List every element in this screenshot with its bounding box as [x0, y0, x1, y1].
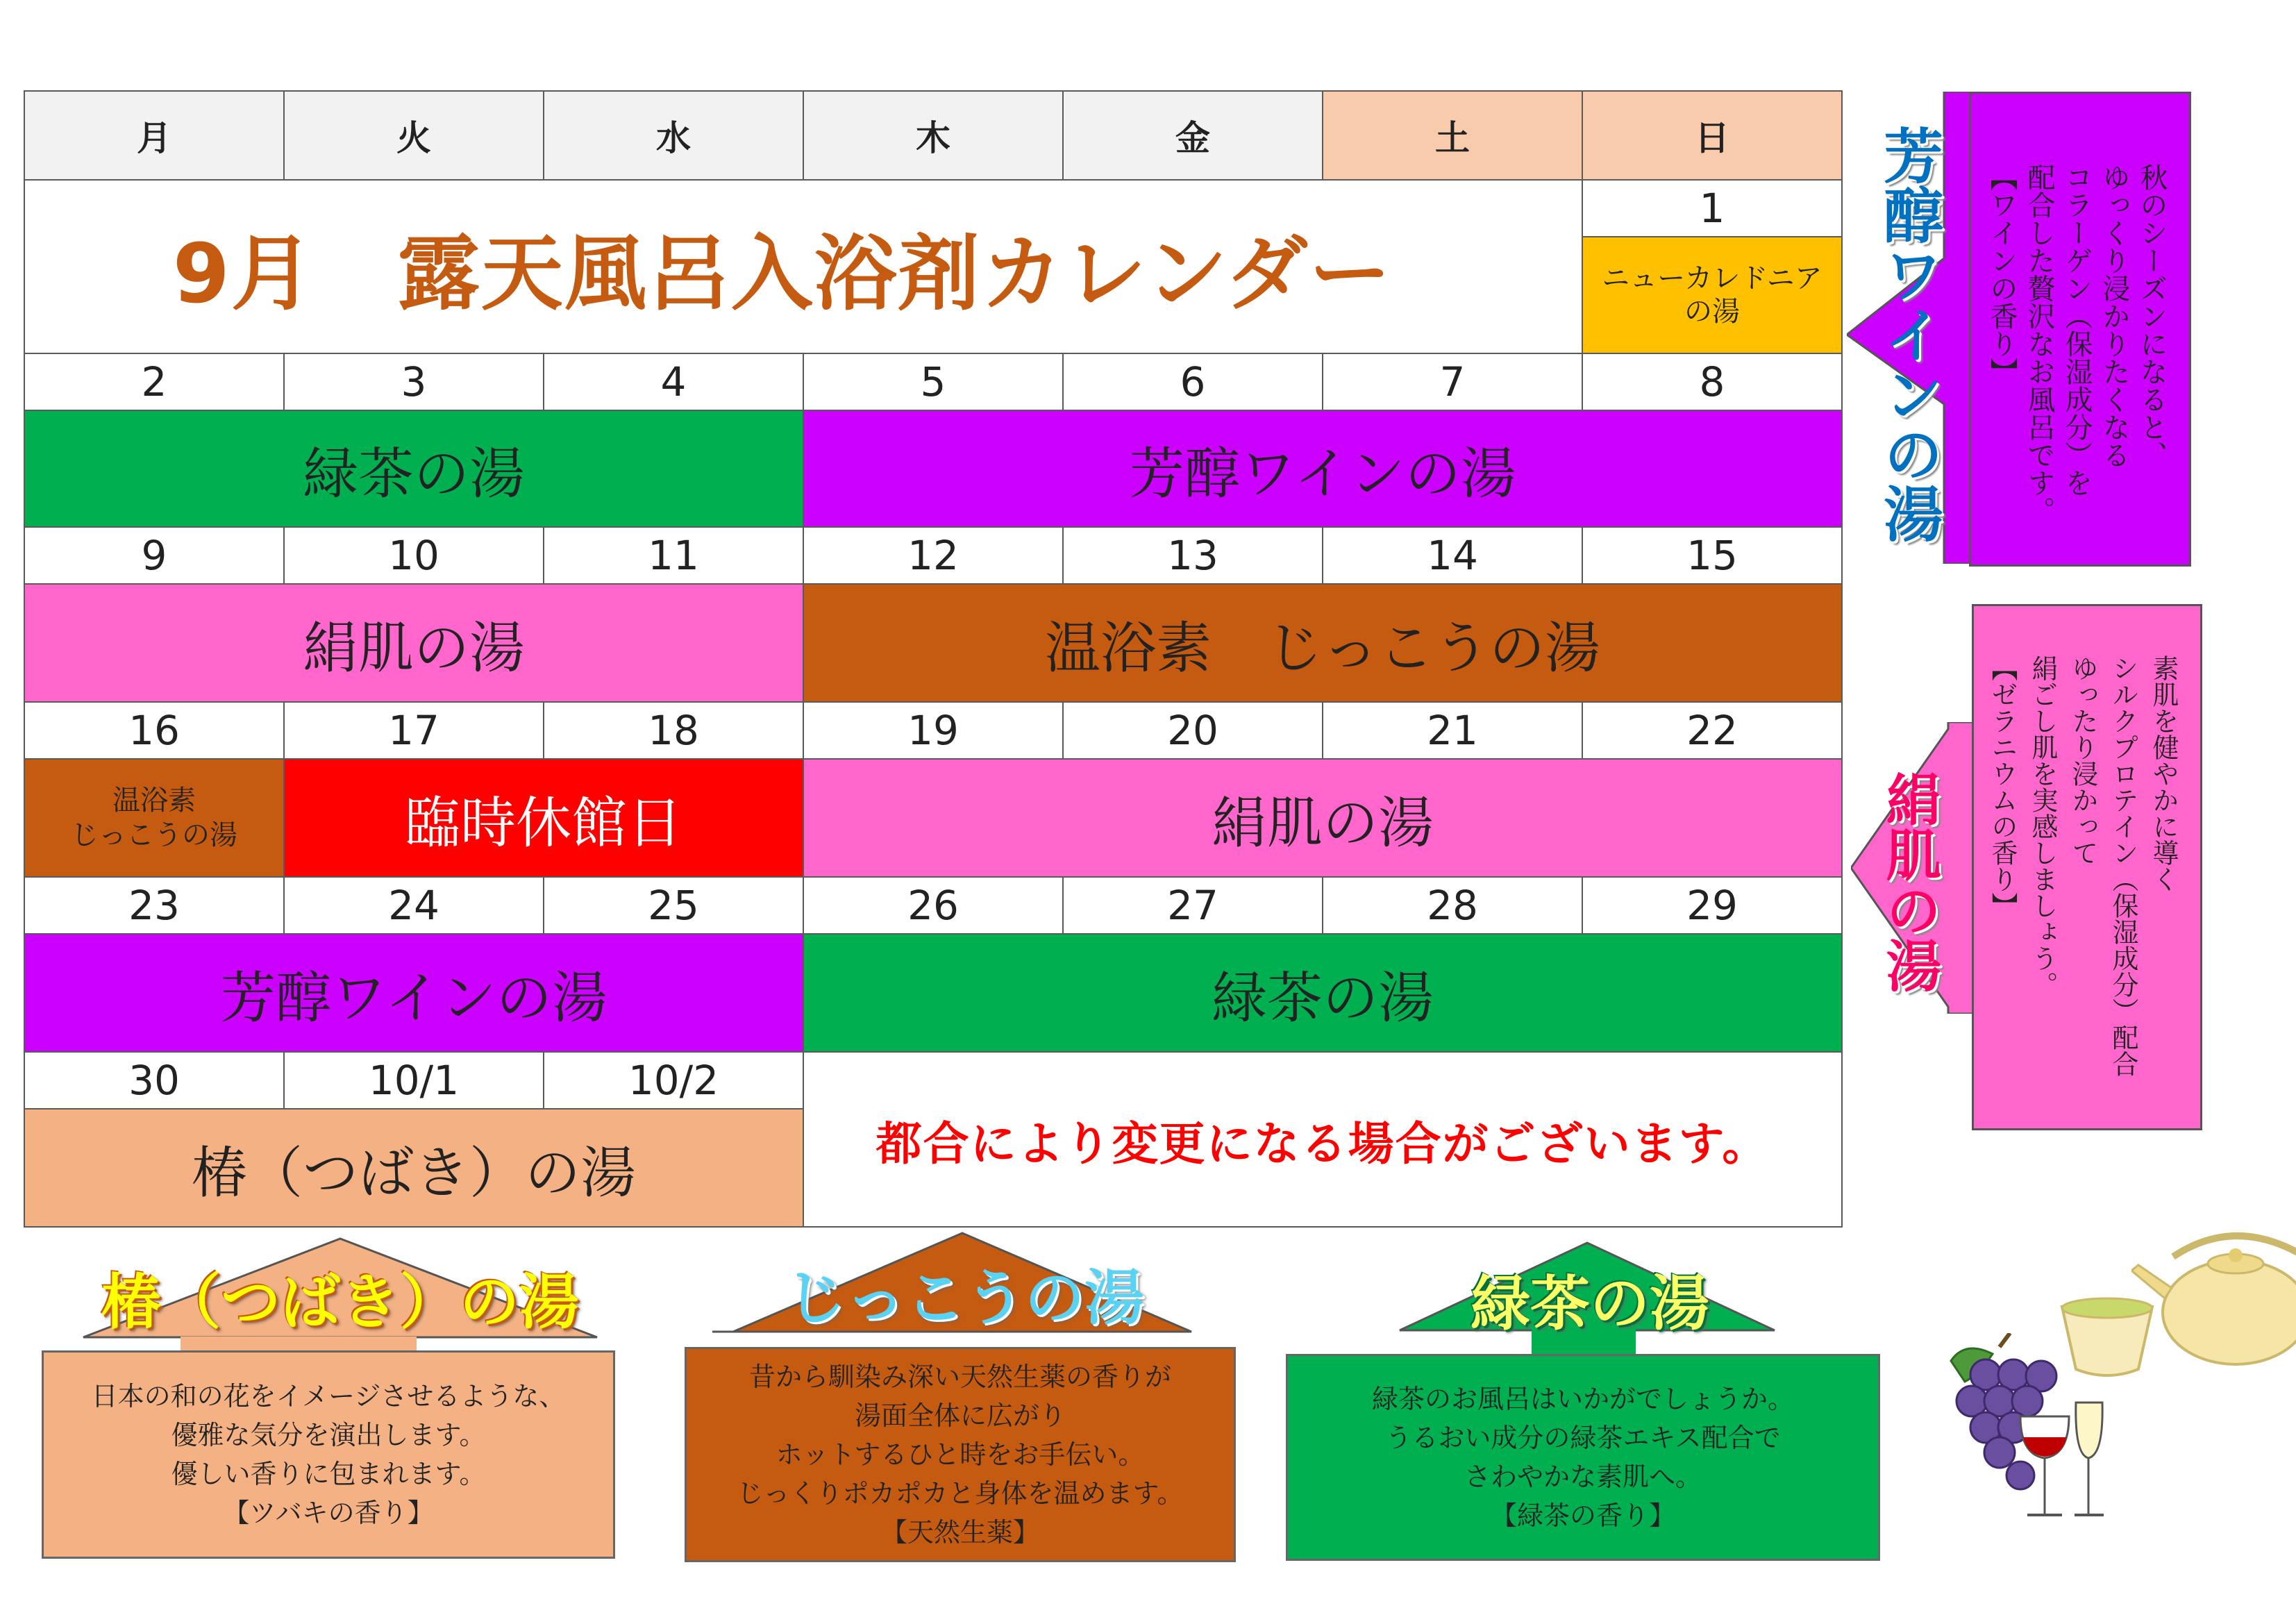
- jikkou-line-1: 昔から馴染み深い天然生薬の香りが: [748, 1362, 1171, 1392]
- silk-line-4: 絹ごし肌を実感しましょう。: [2027, 655, 2058, 998]
- day-4: 4: [543, 353, 804, 411]
- jikkou-heading: じっこうの湯: [786, 1264, 1144, 1333]
- weekday-fri: 金: [1062, 90, 1323, 181]
- day-9: 9: [24, 526, 285, 585]
- wine-glass-icon: [2006, 1389, 2111, 1527]
- day-oct-2: 10/2: [543, 1051, 804, 1110]
- wine-line-1: 秋のシーズンになると、: [2136, 163, 2168, 469]
- wine-line-2: ゆっくり浸かりたくなる: [2098, 163, 2130, 469]
- notice-text: 都合により変更になる場合がございます。: [875, 1116, 1770, 1171]
- day-2: 2: [24, 353, 285, 411]
- day-1: 1: [1582, 179, 1843, 237]
- day-10: 10: [283, 526, 544, 585]
- wine-line-4: 配合した贅沢なお風呂です。: [2023, 163, 2055, 524]
- day-12: 12: [803, 526, 1064, 585]
- jikkou-line-4: じっくりポカポカと身体を温めます。: [737, 1478, 1184, 1509]
- silk-line-3: ゆったり浸かって: [2068, 655, 2098, 866]
- jikkou-description-box: [685, 1347, 1236, 1562]
- tsubaki-description-box: [42, 1350, 615, 1559]
- weekday-mon: 月: [24, 90, 285, 181]
- ryokucha-line-4: 【緑茶の香り】: [1490, 1500, 1675, 1531]
- day-24: 24: [283, 876, 544, 935]
- bath-newcaledonia: ニューカレドニア の湯: [1582, 236, 1843, 354]
- bath-band-wine-2: 芳醇ワインの湯: [24, 933, 804, 1053]
- day-25: 25: [543, 876, 804, 935]
- day-16: 16: [24, 701, 285, 760]
- day-7: 7: [1322, 353, 1583, 411]
- tsubaki-line-4: 【ツバキの香り】: [223, 1498, 434, 1528]
- bath-band-wine: 芳醇ワインの湯: [803, 410, 1843, 528]
- day-13: 13: [1062, 526, 1323, 585]
- weekday-sat: 土: [1322, 90, 1583, 181]
- wine-description-box: [1969, 92, 2191, 567]
- silk-line-1: 素肌を健やかに導く: [2148, 655, 2179, 892]
- notice-cell: [803, 1051, 1843, 1228]
- silk-heading: 絹肌の湯: [1877, 771, 1941, 993]
- day-15: 15: [1582, 526, 1843, 585]
- day-14: 14: [1322, 526, 1583, 585]
- day-oct-1: 10/1: [283, 1051, 544, 1110]
- day-8: 8: [1582, 353, 1843, 411]
- day-22: 22: [1582, 701, 1843, 760]
- day-30: 30: [24, 1051, 285, 1110]
- tsubaki-line-3: 優しい香りに包まれます。: [171, 1459, 486, 1489]
- tsubaki-line-1: 日本の和の花をイメージさせるような、: [91, 1381, 566, 1412]
- jikkou-line-2: 湯面全体に広がり: [854, 1400, 1066, 1431]
- bath-band-silk: 絹肌の湯: [24, 583, 804, 703]
- title-cell: [24, 179, 1583, 354]
- day-11: 11: [543, 526, 804, 585]
- wine-line-3: コラーゲン（保湿成分）を: [2061, 163, 2093, 496]
- silk-line-2: シルクプロテイン（保湿成分）配合: [2108, 655, 2138, 1077]
- ryokucha-description-box: [1286, 1354, 1880, 1561]
- silk-description-box: [1972, 604, 2202, 1130]
- day-17: 17: [283, 701, 544, 760]
- day-21: 21: [1322, 701, 1583, 760]
- day-19: 19: [803, 701, 1064, 760]
- ryokucha-line-1: 緑茶のお風呂はいかがでしょうか。: [1371, 1384, 1794, 1414]
- closed-day-band: 臨時休館日: [283, 758, 804, 878]
- ryokucha-line-2: うるおい成分の緑茶エキス配合で: [1385, 1423, 1781, 1453]
- day-6: 6: [1062, 353, 1323, 411]
- bath-band-green-tea-2: 緑茶の湯: [803, 933, 1843, 1053]
- weekday-tue: 火: [283, 90, 544, 181]
- silk-line-5: 【ゼラニウムの香り】: [1987, 655, 2018, 919]
- weekday-thu: 木: [803, 90, 1064, 181]
- day-20: 20: [1062, 701, 1323, 760]
- jikkou-line-5: 【天然生薬】: [880, 1517, 1039, 1548]
- bath-band-jikkou-small: 温浴素 じっこうの湯: [24, 758, 285, 878]
- ryokucha-line-3: さわやかな素肌へ。: [1464, 1462, 1702, 1492]
- day-26: 26: [803, 876, 1064, 935]
- wine-line-5: 【ワインの香り】: [1986, 163, 2018, 385]
- tsubaki-heading: 椿（つばき）の湯: [101, 1268, 579, 1337]
- day-3: 3: [283, 353, 544, 411]
- day-27: 27: [1062, 876, 1323, 935]
- wine-heading: 芳醇ワインの湯: [1873, 125, 1943, 543]
- bath-band-green-tea: 緑茶の湯: [24, 410, 804, 528]
- day-29: 29: [1582, 876, 1843, 935]
- bath-band-jikkou: 温浴素 じっこうの湯: [803, 583, 1843, 703]
- bath-band-tsubaki: 椿（つばき）の湯: [24, 1108, 804, 1228]
- bath-band-silk-2: 絹肌の湯: [803, 758, 1843, 878]
- day-28: 28: [1322, 876, 1583, 935]
- ryokucha-heading: 緑茶の湯: [1470, 1269, 1709, 1339]
- jikkou-line-3: ホットするひと時をお手伝い。: [776, 1439, 1145, 1470]
- day-23: 23: [24, 876, 285, 935]
- page-title: 9月 露天風呂入浴剤カレンダー: [172, 226, 1393, 321]
- day-18: 18: [543, 701, 804, 760]
- tsubaki-line-2: 優雅な気分を演出します。: [171, 1420, 486, 1450]
- weekday-sun: 日: [1582, 90, 1843, 181]
- weekday-wed: 水: [543, 90, 804, 181]
- day-5: 5: [803, 353, 1064, 411]
